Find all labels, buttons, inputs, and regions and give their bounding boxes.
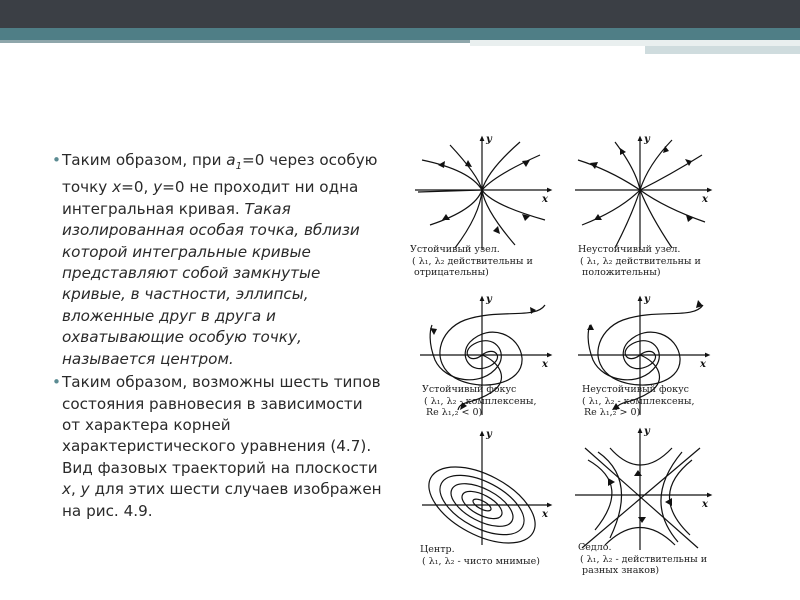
var-y: y xyxy=(80,480,90,499)
caption-line: ( λ₁, λ₂ - комплексены, xyxy=(424,396,537,407)
axis-x-label: x xyxy=(542,509,548,520)
caption-line: Re λ₁,₂ < 0) xyxy=(426,407,483,418)
text-run: =0, xyxy=(121,178,154,197)
axis-y-label: y xyxy=(644,294,650,305)
caption-line: разных знаков) xyxy=(582,565,660,576)
axis-x-label: x xyxy=(542,194,548,205)
caption-line: ( λ₁, λ₂ действительны и xyxy=(580,256,701,267)
caption-title: Устойчивый узел. xyxy=(410,244,500,255)
caption-line: ( λ₁, λ₂ действительны и xyxy=(412,256,533,267)
paragraph-2 xyxy=(52,372,384,522)
title-bar-dark xyxy=(0,0,800,28)
caption-title: Неустойчивый фокус xyxy=(582,384,690,395)
paragraph-1 xyxy=(52,150,384,370)
text-run: для этих шести случаев изображен на рис. 4.9. xyxy=(62,480,382,520)
text-run: =0 не проходит ни одна интегральная кривая. xyxy=(62,178,359,218)
phase-portraits-figure xyxy=(410,130,720,585)
caption-line: положительны) xyxy=(582,267,661,278)
caption-line: Re λ₁,₂ > 0) xyxy=(584,407,641,418)
var-a: a xyxy=(226,151,236,169)
var-y: y xyxy=(153,178,163,197)
var-x: x xyxy=(112,178,122,197)
caption-line: ( λ₁, λ₂ - комплексены, xyxy=(582,396,695,407)
axis-y-label: y xyxy=(486,429,492,440)
axis-x-label: x xyxy=(542,359,548,370)
text-run: =0 через особую точку xyxy=(62,151,378,197)
axis-y-label: y xyxy=(644,134,650,145)
panel-unstable-node xyxy=(575,138,710,250)
title-bar-teal xyxy=(0,28,800,40)
caption-title: Центр. xyxy=(420,544,455,555)
subscript: 1 xyxy=(235,161,242,173)
axis-y-label: y xyxy=(486,134,492,145)
axis-x-label: x xyxy=(700,359,706,370)
axis-x-label: x xyxy=(702,499,708,510)
text-run: Таким образом, при xyxy=(62,151,227,169)
caption-title: Седло. xyxy=(578,542,612,553)
axis-y-label: y xyxy=(644,426,650,437)
bullet: • xyxy=(52,151,61,169)
caption-line: отрицательны) xyxy=(414,267,489,278)
panel-center xyxy=(417,433,550,559)
panel-stable-node xyxy=(415,138,550,250)
caption-line: ( λ₁, λ₂ - чисто мнимые) xyxy=(422,556,540,567)
panel-saddle xyxy=(575,430,710,550)
caption-title: Устойчивый фокус xyxy=(422,384,517,395)
bullet: • xyxy=(52,373,61,392)
caption-line: ( λ₁, λ₂ - действительны и xyxy=(580,554,708,565)
decor-band-right-2 xyxy=(645,46,800,54)
slide-text xyxy=(52,150,384,522)
caption-title: Неустойчивый узел. xyxy=(578,244,681,255)
text-run: , xyxy=(71,480,81,499)
var-x: x xyxy=(62,480,71,499)
axis-x-label: x xyxy=(702,194,708,205)
axis-y-label: y xyxy=(486,294,492,305)
italic-definition: Такая изолированная особая точка, вблизи которой интегральные кривые представляют собой замкнутые кривые, в частности, эллипсы, вложенные друг в друга и охватывающие особую точку, называется центром. xyxy=(62,199,360,368)
text-run: Таким образом, возможны шесть типов состояния равновесия в зависимости от характера корней характеристического уравнения (4.7). Вид фазовых траекторий на плоскости xyxy=(62,373,381,477)
